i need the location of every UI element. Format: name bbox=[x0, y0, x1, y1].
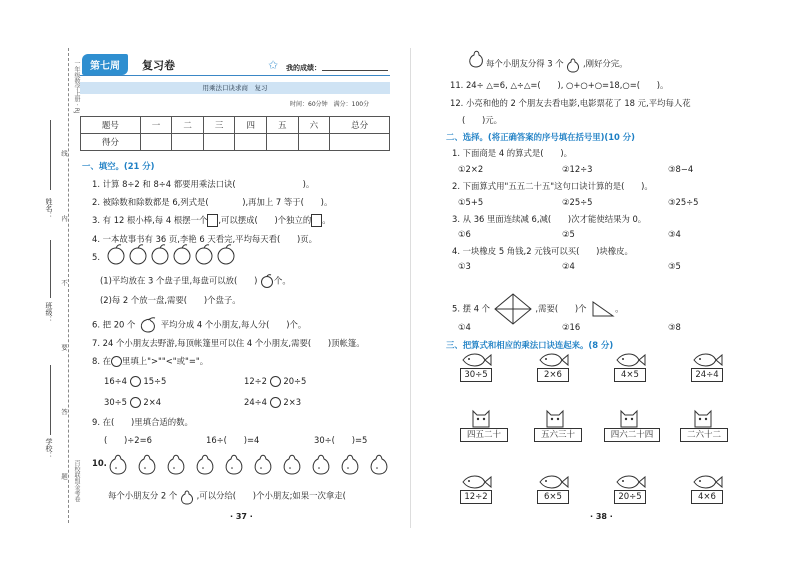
score-table-row bbox=[81, 134, 390, 151]
question-8-text-b: 里填上">""<"或"="。 bbox=[122, 356, 209, 366]
question-11 bbox=[450, 79, 668, 91]
score-cell[interactable] bbox=[298, 134, 330, 151]
question-10-text-b: ,可以分给( )个小朋友;如果一次拿走( bbox=[196, 490, 363, 501]
fish-icon bbox=[459, 474, 493, 490]
q11-text-b: =6, bbox=[492, 80, 508, 90]
question-1: 1. 计算 8÷2 和 8÷4 都要用乘法口诀( )。 bbox=[92, 179, 315, 189]
kite-shape-icon bbox=[493, 292, 533, 326]
pear-icon bbox=[566, 55, 580, 73]
score-cell[interactable] bbox=[235, 134, 267, 151]
question-12: 12. 小亮和他的 2 个朋友去看电影,电影票花了 18 元,平均每人花 bbox=[450, 98, 691, 108]
cat-icon bbox=[692, 405, 714, 429]
page-divider bbox=[398, 48, 410, 528]
fish-icon bbox=[613, 352, 647, 368]
week-tag: 第七周 bbox=[82, 54, 128, 75]
compare-left: 12÷2 bbox=[244, 376, 268, 386]
question-7: 7. 24 个小朋友去野游,每顶帐篷里可以住 4 个小朋友,需要( )顶帐篷。 bbox=[92, 338, 365, 348]
question-4: 4. 一本故事书有 36 页,李艳 6 天看完,平均每天看( )页。 bbox=[92, 234, 318, 244]
circle-icon: ○ bbox=[594, 80, 603, 90]
score-cell[interactable] bbox=[203, 134, 235, 151]
option[interactable]: ①5+5 bbox=[458, 197, 484, 207]
score-cell[interactable] bbox=[267, 134, 299, 151]
question-8 bbox=[92, 355, 208, 367]
q11-text: 11. 24÷ bbox=[450, 80, 484, 90]
score-label: 我的成绩： bbox=[286, 64, 321, 72]
compare-right: 15÷5 bbox=[143, 376, 167, 386]
q11-text-d: =( ), bbox=[530, 80, 564, 90]
triangle-icon: △ bbox=[510, 80, 517, 90]
choice-5-text-c: 。 bbox=[615, 303, 624, 314]
table-cell: 得分 bbox=[81, 134, 141, 151]
question-3-text-b: ,可以摆成( )个独立的 bbox=[218, 215, 312, 225]
question-10-number: 10. bbox=[92, 458, 107, 468]
question-10-text-a: 每个小朋友分 2 个 bbox=[108, 490, 178, 501]
binding-warning: 线 内 不 要 答 题 bbox=[60, 150, 68, 508]
pear-row-icon bbox=[106, 448, 396, 476]
square-icon bbox=[207, 214, 218, 227]
match-card-mid[interactable]: 四六二十四 bbox=[604, 428, 660, 442]
compare-left: 16÷4 bbox=[104, 376, 128, 386]
question-6-text-b: 平均分成 4 个小朋友,每人分( )个。 bbox=[160, 319, 307, 330]
q11-text-c: ÷ bbox=[516, 80, 524, 90]
table-cell: 题号 bbox=[81, 117, 141, 134]
score-input[interactable] bbox=[322, 70, 388, 71]
score-cell[interactable] bbox=[140, 134, 172, 151]
fish-icon bbox=[536, 474, 570, 490]
table-cell: 三 bbox=[203, 117, 235, 134]
page-number-left: · 37 · bbox=[230, 512, 253, 521]
compare-item bbox=[244, 397, 301, 408]
choice-2: 2. 下面算式用"五五二十五"这句口诀计算的是( )。 bbox=[452, 181, 653, 191]
compare-right: 2×4 bbox=[143, 397, 162, 407]
question-10-text bbox=[108, 487, 363, 505]
option[interactable]: ③8 bbox=[668, 322, 681, 332]
class-line bbox=[50, 240, 51, 298]
question-2: 2. 被除数和除数都是 6,列式是( ),再加上 7 等于( )。 bbox=[92, 197, 333, 207]
school-line bbox=[50, 365, 51, 435]
question-9: 9. 在( )里填合适的数。 bbox=[92, 417, 193, 427]
apple-row-icon bbox=[106, 244, 246, 266]
compare-left: 24÷4 bbox=[244, 397, 268, 407]
subtitle-bar: 用乘法口诀求商 复习 bbox=[80, 82, 390, 94]
triangle-icon: △ bbox=[523, 80, 531, 90]
question-6-text: 6. 把 20 个 bbox=[92, 319, 136, 330]
question-5-part-2: (2)每 2 个放一盘,需要( )个盘子。 bbox=[100, 295, 241, 305]
page-title: 复习卷 bbox=[142, 59, 175, 72]
match-card-mid[interactable]: 四五二十 bbox=[460, 428, 508, 442]
table-cell: 总分 bbox=[330, 117, 390, 134]
series-label-2: 百校联盟金考卷 bbox=[73, 460, 80, 502]
choice-5 bbox=[452, 292, 624, 326]
table-cell: 五 bbox=[267, 117, 299, 134]
section-2-title: 二、选择。(将正确答案的序号填在括号里)(10 分) bbox=[446, 132, 636, 142]
table-cell: 二 bbox=[172, 117, 204, 134]
name-line bbox=[50, 120, 51, 190]
cat-icon bbox=[544, 405, 566, 429]
star-icon: ✩ bbox=[268, 58, 279, 72]
match-card-top[interactable]: 4×5 bbox=[614, 368, 646, 382]
question-10-cont-a: 每个小朋友分得 3 个 bbox=[486, 58, 564, 69]
triangle-icon bbox=[589, 300, 615, 318]
compare-input[interactable] bbox=[130, 376, 141, 387]
question-8-text: 8. 在 bbox=[92, 356, 112, 366]
compare-right: 20÷5 bbox=[283, 376, 307, 386]
score-table-header-row bbox=[81, 117, 390, 134]
question-3 bbox=[92, 214, 331, 227]
option[interactable]: ②5 bbox=[562, 229, 575, 239]
question-3-text: 3. 有 12 根小棒,每 4 根摆一个 bbox=[92, 215, 208, 225]
compare-input[interactable] bbox=[270, 397, 281, 408]
fill-item: 16÷( )=4 bbox=[206, 435, 260, 445]
option[interactable]: ①3 bbox=[458, 261, 471, 271]
school-label: 学校： bbox=[45, 438, 53, 459]
option[interactable]: ③8−4 bbox=[668, 164, 694, 174]
choice-1: 1. 下面商是 4 的算式是( )。 bbox=[452, 148, 572, 158]
choice-4: 4. 一块橡皮 5 角钱,2 元钱可以买( )块橡皮。 bbox=[452, 246, 633, 256]
compare-left: 30÷5 bbox=[104, 397, 128, 407]
match-card-bottom[interactable]: 12÷2 bbox=[460, 490, 492, 504]
score-table bbox=[80, 116, 390, 151]
square-icon bbox=[311, 214, 322, 227]
match-card-top[interactable]: 2×6 bbox=[537, 368, 569, 382]
circle-icon: ○ bbox=[566, 80, 574, 90]
question-5-part-1-text: (1)平均放在 3 个盘子里,每盘可以放( ) bbox=[100, 275, 258, 286]
section-3-title: 三、把算式和相应的乘法口诀连起来。(8 分) bbox=[446, 340, 614, 350]
question-5-unit: 个。 bbox=[274, 275, 291, 286]
fish-icon bbox=[536, 352, 570, 368]
apple-icon bbox=[260, 274, 274, 288]
option[interactable]: ②12÷3 bbox=[562, 164, 593, 174]
option[interactable]: ③5 bbox=[668, 261, 681, 271]
fish-icon bbox=[613, 474, 647, 490]
compare-item bbox=[104, 376, 166, 387]
compare-item bbox=[244, 376, 306, 387]
q11-text-h: =( )。 bbox=[629, 80, 669, 90]
compare-input[interactable] bbox=[130, 397, 141, 408]
match-card-mid[interactable]: 二六十二 bbox=[680, 428, 728, 442]
q11-text-e: + bbox=[573, 80, 581, 90]
question-5-number: 5. bbox=[92, 252, 100, 262]
question-12-b: ( )元。 bbox=[462, 115, 503, 125]
class-label: 班级： bbox=[45, 302, 53, 323]
option[interactable]: ②4 bbox=[562, 261, 575, 271]
compare-input[interactable] bbox=[270, 376, 281, 387]
choice-5-text-b: ,需要( )个 bbox=[535, 303, 587, 314]
match-card-bottom[interactable]: 4×6 bbox=[691, 490, 723, 504]
time-info: 时间：60分钟 满分：100分 bbox=[290, 101, 370, 108]
table-cell: 一 bbox=[140, 117, 172, 134]
match-card-bottom[interactable]: 20÷5 bbox=[614, 490, 646, 504]
table-cell: 六 bbox=[298, 117, 330, 134]
question-3-text-c: 。 bbox=[322, 215, 331, 225]
fish-icon bbox=[690, 474, 724, 490]
circle-icon bbox=[111, 356, 122, 367]
cat-icon bbox=[470, 405, 492, 429]
q11-text-f: + bbox=[587, 80, 595, 90]
circle-icon: ○ bbox=[622, 80, 630, 90]
compare-item bbox=[104, 397, 161, 408]
choice-3: 3. 从 36 里面连续减 6,减( )次才能使结果为 0。 bbox=[452, 214, 647, 224]
fish-icon bbox=[690, 352, 724, 368]
table-cell: 四 bbox=[235, 117, 267, 134]
option[interactable]: ②16 bbox=[562, 322, 581, 332]
section-1-title: 一、填空。(21 分) bbox=[82, 161, 155, 171]
match-card-top[interactable]: 24÷4 bbox=[691, 368, 723, 382]
cat-icon bbox=[618, 405, 640, 429]
question-10-continued bbox=[486, 55, 628, 73]
question-6 bbox=[92, 316, 306, 334]
option[interactable]: ③4 bbox=[668, 229, 681, 239]
compare-right: 2×3 bbox=[283, 397, 302, 407]
match-card-bottom[interactable]: 6×5 bbox=[537, 490, 569, 504]
fill-item: 30÷( )=5 bbox=[314, 435, 368, 445]
series-label: 一年级数学上册 · RJ bbox=[73, 60, 80, 114]
circle-icon: ○ bbox=[580, 80, 588, 90]
option[interactable]: ③25÷5 bbox=[668, 197, 699, 207]
question-10-cont-b: ,刚好分完。 bbox=[583, 58, 628, 69]
fish-icon bbox=[459, 352, 493, 368]
pear-icon bbox=[180, 487, 194, 505]
q11-text-g: =18, bbox=[602, 80, 623, 90]
score-cell[interactable] bbox=[330, 134, 390, 151]
page-number-right: · 38 · bbox=[590, 512, 613, 521]
question-5-part-1 bbox=[100, 274, 291, 288]
match-card-mid[interactable]: 五六三十 bbox=[534, 428, 582, 442]
choice-5-text: 5. 摆 4 个 bbox=[452, 303, 491, 314]
option[interactable]: ②25÷5 bbox=[562, 197, 593, 207]
score-cell[interactable] bbox=[172, 134, 204, 151]
pear-icon bbox=[468, 46, 484, 68]
fill-item: ( )÷2=6 bbox=[104, 435, 152, 445]
option[interactable]: ①6 bbox=[458, 229, 471, 239]
name-label: 姓名： bbox=[45, 198, 53, 219]
match-card-top[interactable]: 30÷5 bbox=[460, 368, 492, 382]
peach-icon bbox=[138, 316, 158, 334]
triangle-icon: △ bbox=[486, 80, 493, 90]
option[interactable]: ①2×2 bbox=[458, 164, 484, 174]
option[interactable]: ①4 bbox=[458, 322, 471, 332]
page-fold bbox=[410, 48, 411, 528]
